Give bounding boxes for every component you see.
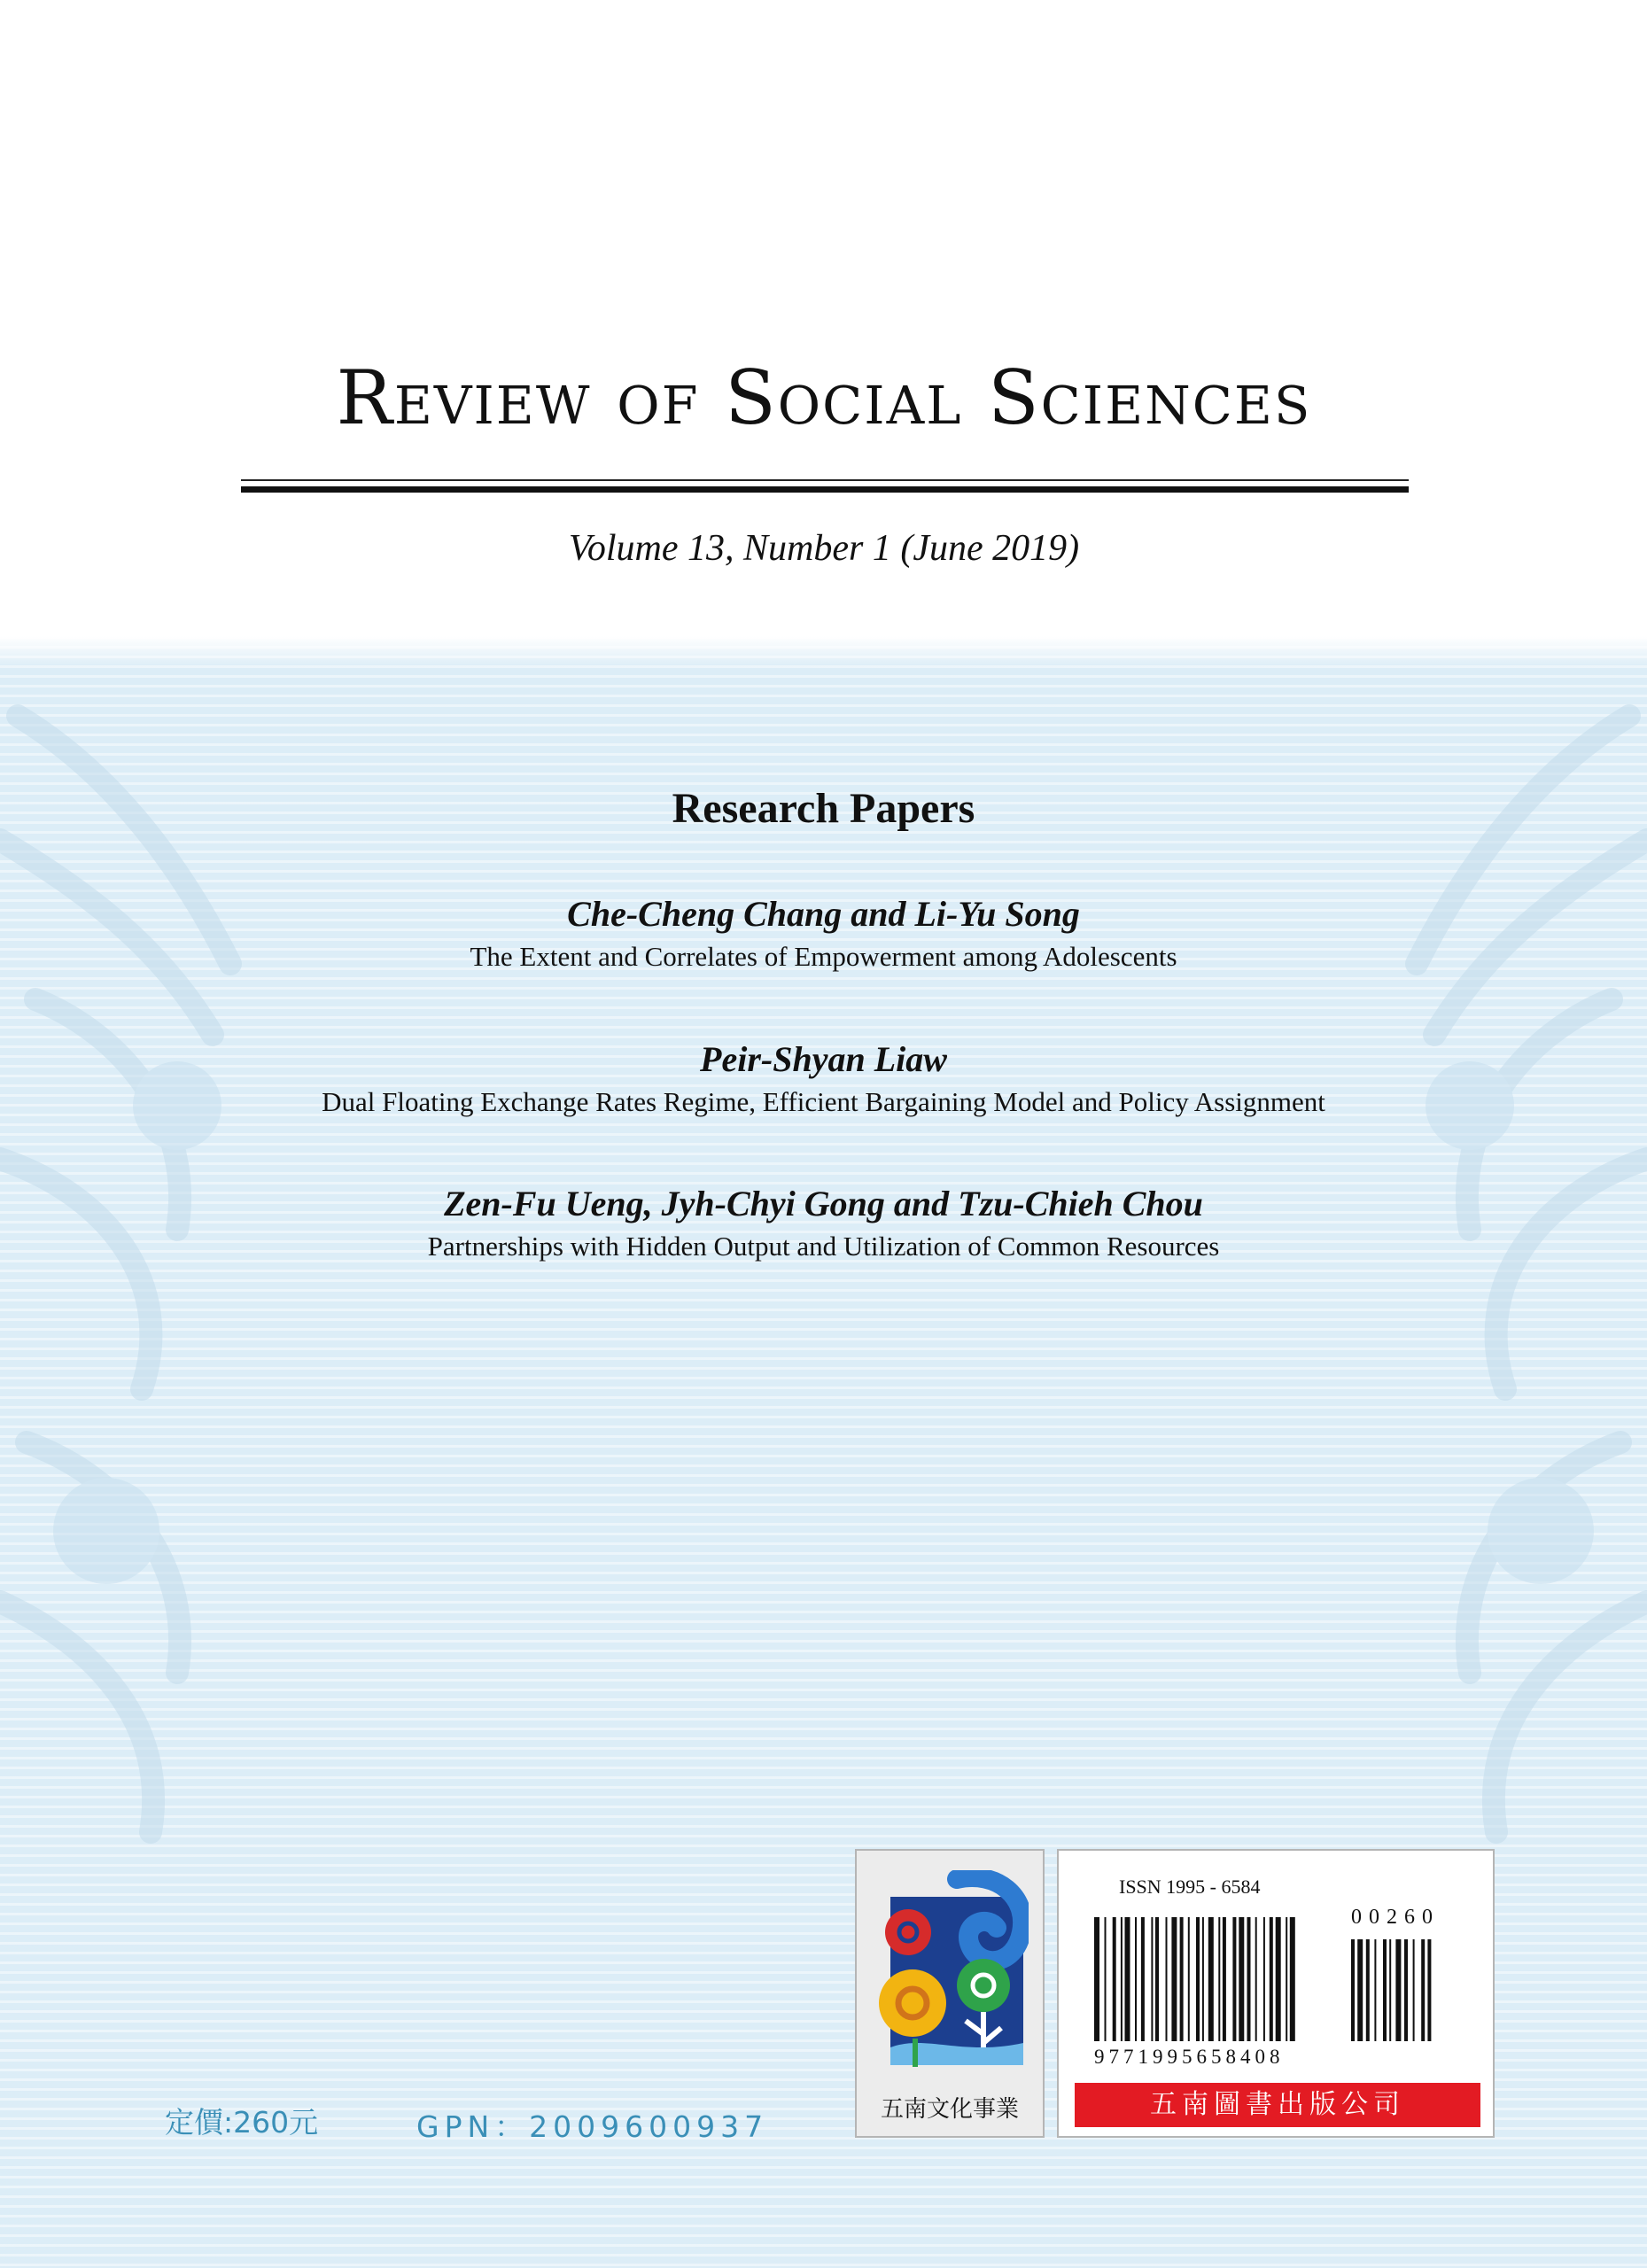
barcode-bar [1223, 1917, 1226, 2041]
barcode-addon-digits: 00260 [1351, 1906, 1440, 1929]
section-heading: Research Papers [672, 785, 975, 832]
barcode-addon-bar [1389, 1939, 1391, 2041]
barcode-bar [1202, 1917, 1204, 2041]
price-label: 定價:260元 [165, 2105, 319, 2140]
title-rule-thin [241, 479, 1409, 481]
paper-authors: Peir-Shyan Liaw [700, 1039, 947, 1079]
barcode-bar [1171, 1917, 1177, 2041]
barcode-bar [1232, 1917, 1236, 2041]
paper-title: The Extent and Correlates of Empowerment among Adolescents [470, 941, 1177, 972]
publisher-logo [855, 1849, 1045, 2138]
paper-authors: Zen-Fu Ueng, Jyh-Chyi Gong and Tzu-Chieh Chou [444, 1184, 1203, 1223]
publisher-logo-icon [873, 1870, 1029, 2074]
paper-entry [0, 1181, 1647, 1266]
barcode-addon-bar [1404, 1939, 1408, 2041]
paper-title: Dual Floating Exchange Rates Regime, Efficient Bargaining Model and Policy Assignment [322, 1086, 1325, 1117]
barcode-bar [1166, 1917, 1168, 2041]
barcode-bar [1094, 1917, 1099, 2041]
barcode-panel [1057, 1849, 1495, 2138]
barcode-bar [1180, 1917, 1184, 2041]
barcode-bar [1141, 1917, 1145, 2041]
barcode-bar [1113, 1917, 1116, 2041]
barcode-addon-bar [1351, 1939, 1355, 2041]
barcode-bar [1263, 1917, 1265, 2041]
ornament-right-icon [1381, 663, 1647, 1903]
barcode-bar [1218, 1917, 1220, 2041]
barcode-bar [1121, 1917, 1123, 2041]
barcode-addon-bar [1366, 1939, 1370, 2041]
issue-info: Volume 13, Number 1 (June 2019) [568, 528, 1080, 569]
barcode-addon-bar [1383, 1939, 1387, 2041]
barcode-bar [1290, 1917, 1295, 2041]
barcode-bar [1105, 1917, 1107, 2041]
barcode-addon-bar [1395, 1939, 1401, 2041]
barcode-addon-bar [1421, 1939, 1425, 2041]
barcode-bar [1239, 1917, 1244, 2041]
issn-label: ISSN 1995 - 6584 [1119, 1876, 1261, 1898]
barcode-addon-bar [1427, 1939, 1431, 2041]
title-rule-thick [241, 486, 1409, 493]
paper-title: Partnerships with Hidden Output and Utilization of Common Resources [427, 1231, 1220, 1262]
ornament-left-icon [0, 663, 266, 1903]
barcode-bar [1247, 1917, 1251, 2041]
barcode-addon-bar [1413, 1939, 1415, 2041]
barcode-bar [1125, 1917, 1130, 2041]
barcode-bar [1151, 1917, 1153, 2041]
barcode-bar [1270, 1917, 1273, 2041]
paper-authors: Che-Cheng Chang and Li-Yu Song [567, 894, 1080, 934]
publisher-name-bar: 五南圖書出版公司 [1075, 2083, 1480, 2127]
barcode-number: 9771995658408 [1094, 2046, 1285, 2068]
paper-entry [0, 1037, 1647, 1122]
gpn-label: GPN：2009600937 [416, 2109, 769, 2144]
barcode-bar [1135, 1917, 1137, 2041]
barcode-bar [1196, 1917, 1200, 2041]
barcode-bar [1255, 1917, 1257, 2041]
barcode-bar [1276, 1917, 1281, 2041]
journal-title: Review of Social Sciences [336, 354, 1312, 441]
paper-entry [0, 891, 1647, 976]
barcode-bar [1188, 1917, 1190, 2041]
barcode-bar [1155, 1917, 1159, 2041]
cover-header [0, 0, 1647, 636]
barcode-addon-bar [1357, 1939, 1363, 2041]
barcode-icon [1094, 1899, 1466, 2046]
barcode-addon-bar [1374, 1939, 1376, 2041]
barcode-bar [1208, 1917, 1214, 2041]
publisher-logo-caption: 五南文化事業 [880, 2096, 1019, 2123]
barcode-bar [1286, 1917, 1287, 2041]
